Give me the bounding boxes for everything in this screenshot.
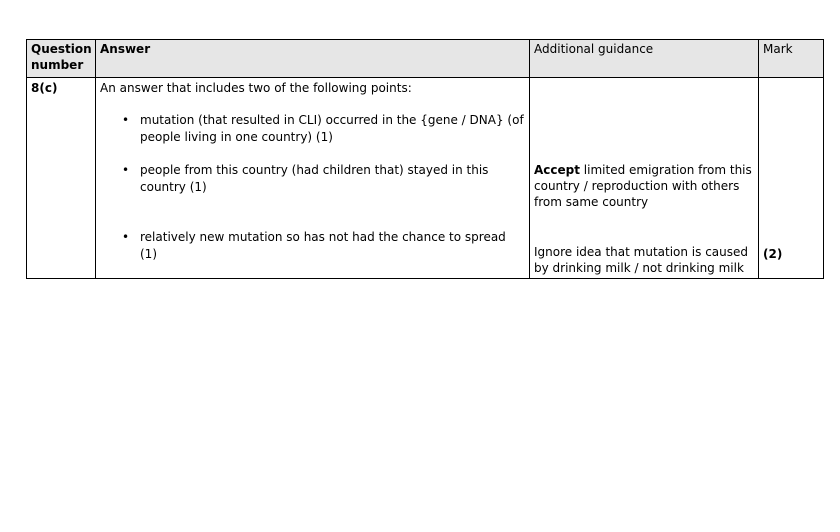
header-question-number: Question number — [27, 40, 96, 78]
answer-point-text: relatively new mutation so has not had the chance to spread (1) — [140, 230, 506, 261]
table-row — [27, 78, 824, 279]
answer-point-text: mutation (that resulted in CLI) occurred in the {gene / DNA} (of people living in one country) (1) — [140, 113, 524, 144]
guidance-accept-text: limited emigration from this country / reproduction with others from same country — [534, 163, 752, 209]
header-answer: Answer — [96, 40, 530, 78]
answer-point — [100, 112, 525, 146]
bullet-icon: • — [122, 113, 130, 127]
answer-points-list — [100, 112, 525, 263]
header-additional-guidance: Additional guidance — [530, 40, 759, 78]
mark-scheme-table — [26, 39, 824, 279]
mark-value: (2) — [763, 247, 783, 261]
answer-point — [100, 229, 525, 263]
answer-point — [100, 162, 525, 196]
guidance-ignore: Ignore idea that mutation is caused by drinking milk / not drinking milk — [534, 245, 749, 275]
guidance-cell — [530, 78, 759, 279]
guidance-accept-label: Accept — [534, 163, 580, 177]
guidance-accept — [534, 162, 754, 210]
answer-point-text: people from this country (had children that) stayed in this country (1) — [140, 163, 489, 194]
mark-cell — [759, 78, 824, 279]
bullet-icon: • — [122, 230, 130, 244]
header-row — [27, 40, 824, 78]
answer-cell — [96, 78, 530, 279]
header-mark: Mark — [759, 40, 824, 78]
bullet-icon: • — [122, 163, 130, 177]
answer-intro: An answer that includes two of the following points: — [100, 81, 412, 95]
question-number-cell: 8(c) — [27, 78, 96, 279]
